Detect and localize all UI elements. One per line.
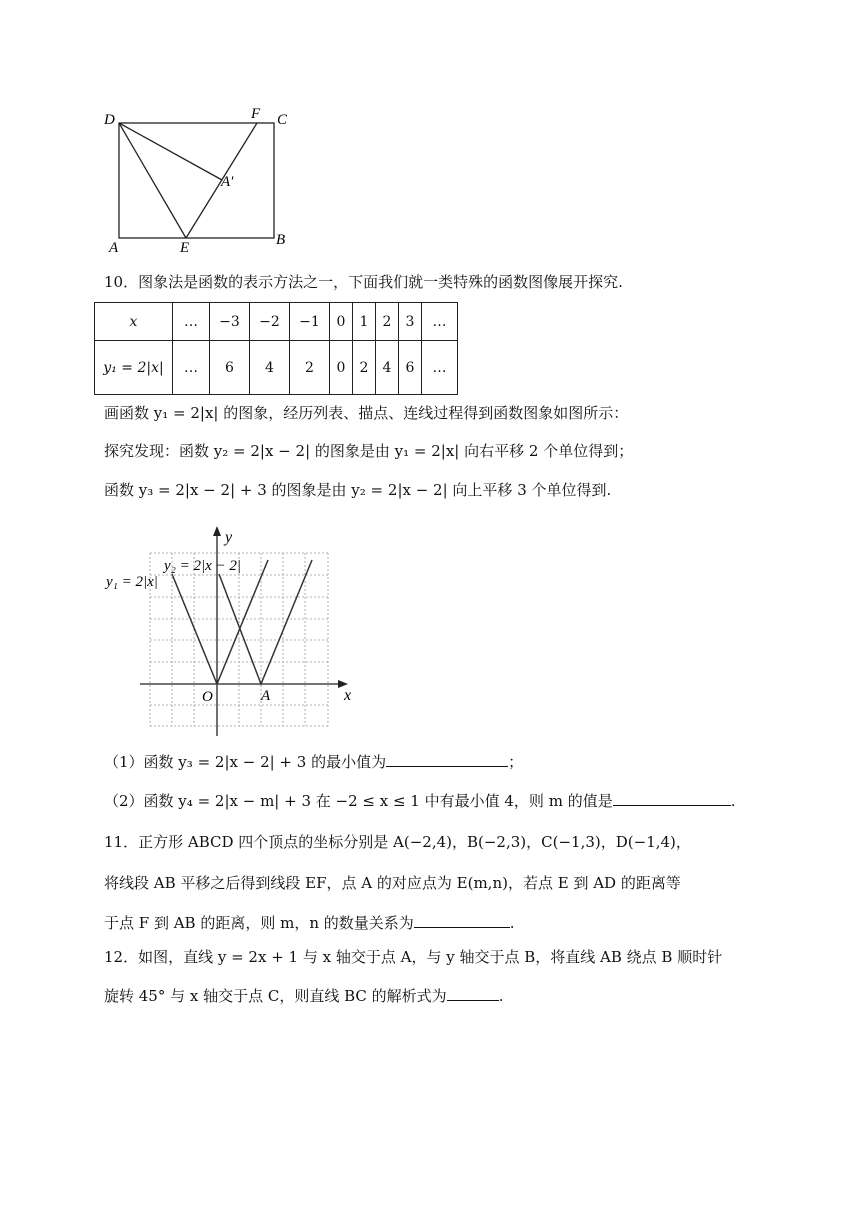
q11-line2: 将线段 AB 平移之后得到线段 EF，点 A 的对应点为 E(m,n)，若点 E 到 AD 的距离等 xyxy=(104,874,681,892)
value-table xyxy=(94,302,458,395)
table-cell: 4 xyxy=(376,341,399,395)
table-cell: −3 xyxy=(210,303,250,341)
graph-y2 xyxy=(219,560,312,684)
origin-label: O xyxy=(202,689,213,705)
segment-da-prime xyxy=(119,123,222,180)
answer-blank-4[interactable] xyxy=(447,986,499,1001)
y-axis-arrow xyxy=(213,526,221,536)
rectangle-fold-figure xyxy=(100,100,300,260)
table-cell: 6 xyxy=(210,341,250,395)
table-cell: −2 xyxy=(250,303,290,341)
table-cell: 2 xyxy=(353,341,376,395)
label-a: A xyxy=(109,240,119,256)
q10-line1: 画函数 y₁ = 2|x| 的图象，经历列表、描点、连线过程得到函数图象如图所示： xyxy=(104,404,629,422)
x-axis-label: x xyxy=(344,687,352,704)
q10-sub1 xyxy=(104,752,523,772)
table-cell: 0 xyxy=(330,341,353,395)
label-b: B xyxy=(276,232,286,248)
label-f: F xyxy=(251,106,261,122)
table-cell: 3 xyxy=(399,303,422,341)
q12-line1: 12．如图，直线 y = 2x + 1 与 x 轴交于点 A，与 y 轴交于点 B，将直线 AB 绕点 B 顺时针 xyxy=(104,948,723,966)
label-d: D xyxy=(104,112,115,128)
label-e: E xyxy=(180,240,190,256)
q10-sub2-end: . xyxy=(730,792,736,810)
q11-line1: 11．正方形 ABCD 四个顶点的坐标分别是 A(−2,4)，B(−2,3)，C(−1,3)，D(−1,4)， xyxy=(104,833,691,851)
table-cell: 2 xyxy=(376,303,399,341)
q12-line2-text: 旋转 45° 与 x 轴交于点 C，则直线 BC 的解析式为 xyxy=(104,987,447,1005)
grid xyxy=(150,553,328,726)
q10-intro: 10．图象法是函数的表示方法之一，下面我们就一类特殊的函数图像展开探究. xyxy=(104,273,623,291)
table-cell: … xyxy=(422,341,458,395)
q12-line2 xyxy=(104,986,503,1006)
q10-sub1-end: ； xyxy=(508,753,524,771)
label-c: C xyxy=(277,112,288,128)
table-cell: 1 xyxy=(353,303,376,341)
table-cell: … xyxy=(173,341,210,395)
table-cell: … xyxy=(173,303,210,341)
q11-line3 xyxy=(104,913,515,933)
absolute-value-graph xyxy=(100,520,370,745)
q10-sub1-text: （1）函数 y₃ = 2|x − 2| + 3 的最小值为 xyxy=(104,753,387,771)
y-axis-label: y xyxy=(225,529,233,546)
table-cell: 2 xyxy=(290,341,330,395)
label-a-prime: A′ xyxy=(221,174,234,190)
segment-de xyxy=(119,123,186,238)
answer-blank-3[interactable] xyxy=(414,913,510,928)
label-y1: y₁ = 2|x| xyxy=(106,574,158,590)
q10-line3: 函数 y₃ = 2|x − 2| + 3 的图象是由 y₂ = 2|x − 2| 向上平移 3 个单位得到. xyxy=(104,481,612,499)
answer-blank-1[interactable] xyxy=(386,752,508,767)
q11-line3-text: 于点 F 到 AB 的距离，则 m，n 的数量关系为 xyxy=(104,914,414,932)
label-y2: y₂ = 2|x − 2| xyxy=(164,558,242,574)
q11-line3-end: . xyxy=(509,914,515,932)
q10-sub2 xyxy=(104,791,735,811)
q10-line2: 探究发现：函数 y₂ = 2|x − 2| 的图象是由 y₁ = 2|x| 向右平移 2 个单位得到； xyxy=(104,442,634,460)
table-cell: 0 xyxy=(330,303,353,341)
q12-line2-end: . xyxy=(498,987,504,1005)
table-cell: … xyxy=(422,303,458,341)
table-header-y1: y₁ = 2|x| xyxy=(95,341,173,395)
table-header-x: x xyxy=(95,303,173,341)
table-cell: −1 xyxy=(290,303,330,341)
point-a-label: A xyxy=(261,688,271,704)
table-cell: 4 xyxy=(250,341,290,395)
table-cell: 6 xyxy=(399,341,422,395)
q10-sub2-text: （2）函数 y₄ = 2|x − m| + 3 在 −2 ≤ x ≤ 1 中有最小值 4，则 m 的值是 xyxy=(104,792,613,810)
answer-blank-2[interactable] xyxy=(613,791,731,806)
